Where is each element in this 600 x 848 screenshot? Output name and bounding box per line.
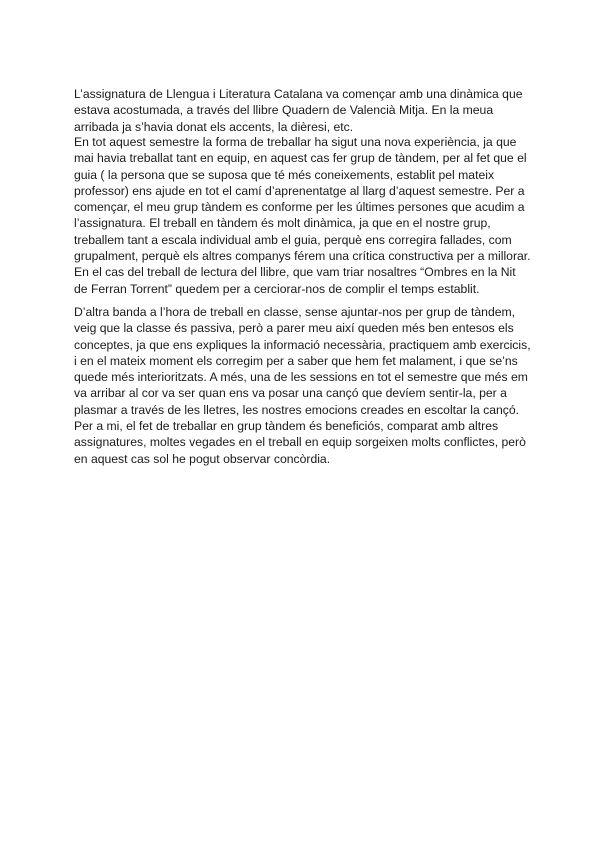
text-line: estava acostumada, a través del llibre Quadern de Valencià Mitja. En la meua [74, 103, 494, 118]
text-line: i en el mateix moment els corregim per a saber que hem fet malament, i que se’ns [74, 353, 518, 368]
text-line: professor) ens ajude en tot el camí d’aprenentatge al llarg d’aquest semestre. Per a [74, 183, 525, 198]
text-line: conceptes, ja que ens expliques la informació necessària, practiquem amb exercicis, [74, 337, 531, 352]
text-line: Per a mi, el fet de treballar en grup tàndem és beneficiós, comparat amb altres [74, 419, 499, 434]
text-line: En el cas del treball de lectura del llibre, que vam triar nosaltres “Ombres en la Nit [74, 265, 516, 280]
text-line: en aquest cas sol he pogut observar concòrdia. [74, 451, 331, 466]
text-line: assignatures, moltes vegades en el treball en equip sorgeixen molts conflictes, però [74, 435, 526, 450]
text-line: començar, el meu grup tàndem es conforme per les últimes persones que acudim a [74, 200, 525, 215]
paragraph-semester-experience [74, 134, 534, 297]
text-line: En tot aquest semestre la forma de treballar ha sigut una nova experiència, ja que [74, 135, 517, 149]
text-line: quede més interioritzats. A més, una de les sessions en tot el semestre que més em [74, 370, 528, 385]
text-line: L’assignatura de Llengua i Literatura Catalana va començar amb una dinàmica que [74, 87, 523, 101]
text-line: plasmar a través de les lletres, les nostres emocions creades en escoltar la cançó. [74, 402, 520, 417]
text-line: arribada ja s’havia donat els accents, la dièresi, etc. [74, 119, 354, 134]
text-line: mai havia treballat tant en equip, en aquest cas fer grup de tàndem, per al fet que el [74, 151, 527, 166]
text-line: grupalment, perquè els altres companys férem una crítica constructiva per a millorar. [74, 249, 531, 264]
text-line: va arribar al cor va ser quan ens va posar una cançó que devíem sentir-la, per a [74, 386, 507, 401]
text-line: de Ferran Torrent” quedem per a cerciorar-nos de complir el temps establit. [74, 281, 480, 296]
text-line: treballem tant a escala individual amb el guia, perquè ens corregira fallades, com [74, 232, 512, 247]
text-line: guia ( la persona que se suposa que té més coneixements, establit pel mateix [74, 167, 495, 182]
text-line: D’altra banda a l’hora de treball en classe, sense ajuntar-nos per grup de tàndem, [74, 305, 516, 319]
paragraph-intro [74, 86, 534, 135]
text-line: veig que la classe és passiva, però a parer meu així queden més ben entesos els [74, 321, 514, 336]
paragraph-class-work [74, 304, 534, 467]
text-line: l’assignatura. El treball en tàndem és molt dinàmica, ja que en el nostre grup, [74, 216, 491, 231]
